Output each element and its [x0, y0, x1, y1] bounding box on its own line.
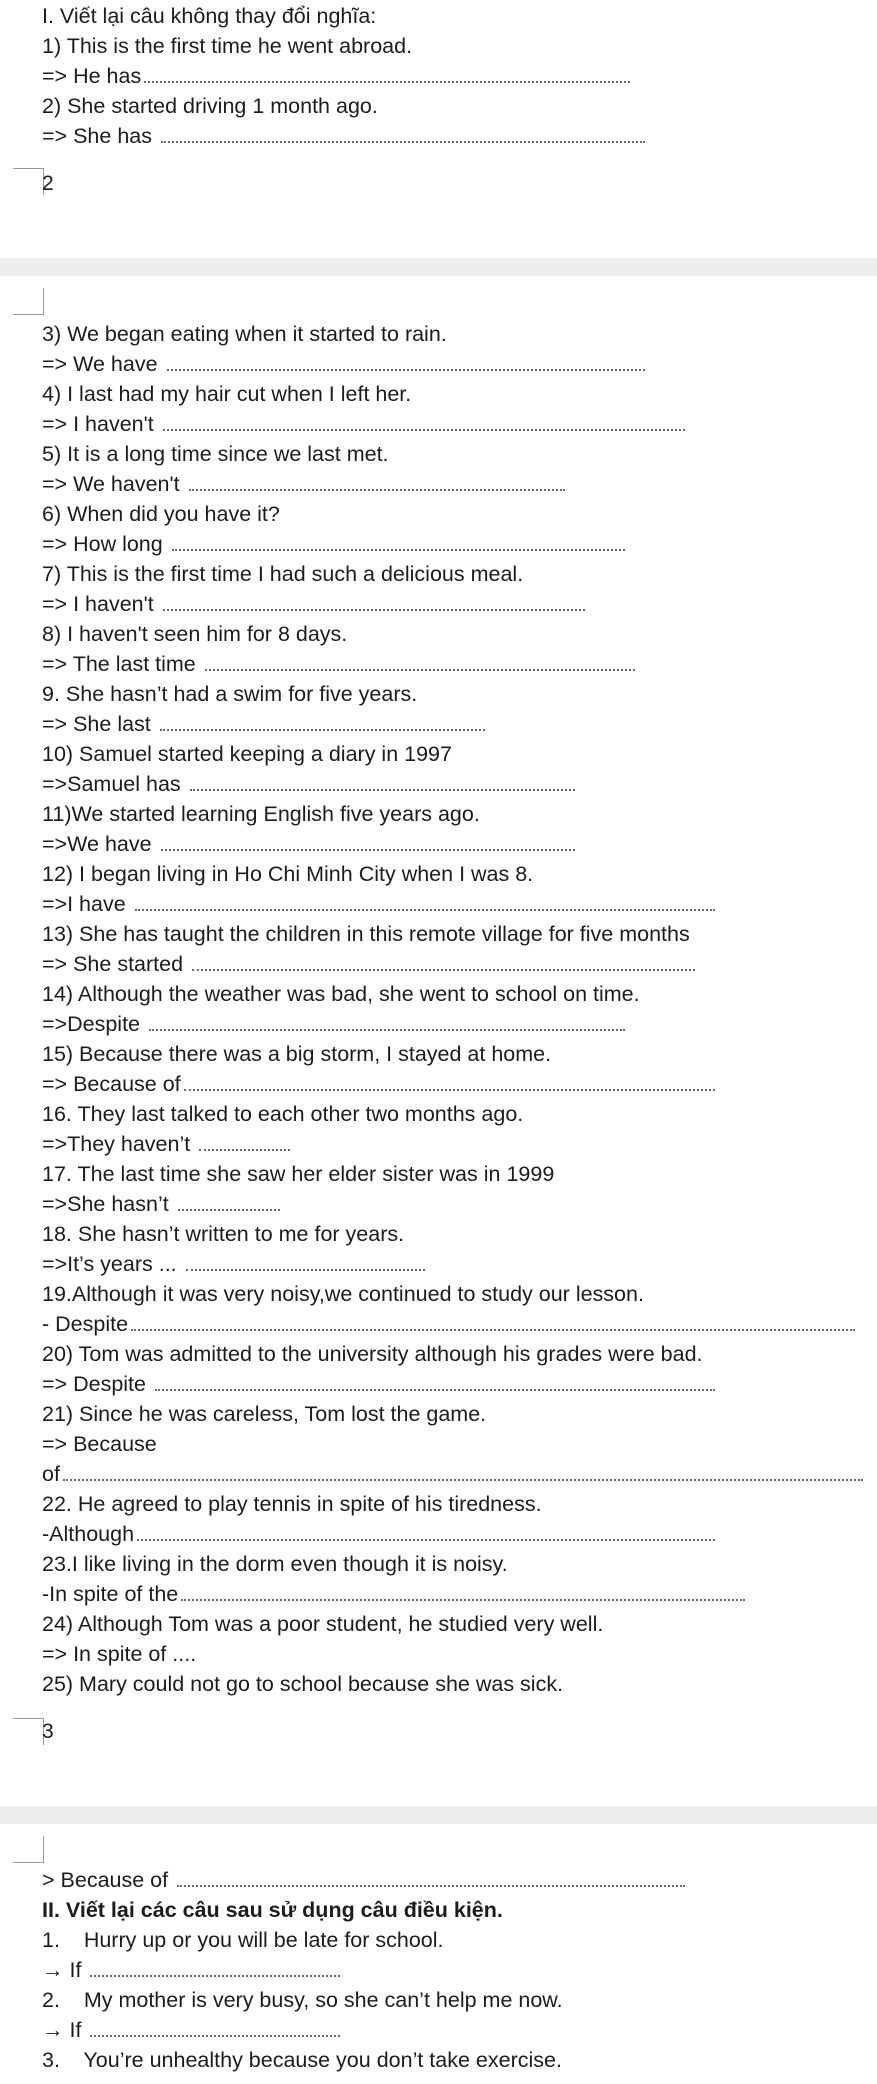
answer-blank[interactable]	[163, 421, 685, 431]
line-text: =>We have	[42, 832, 158, 856]
text-line	[42, 1370, 715, 1398]
line-text: 5) It is a long time since we last met.	[42, 442, 389, 466]
text-line	[42, 500, 280, 528]
answer-blank[interactable]	[155, 1381, 715, 1391]
answer-blank[interactable]	[63, 1471, 863, 1481]
line-text: => She started	[42, 952, 190, 976]
text-line	[42, 770, 575, 798]
page-corner-mark	[13, 1836, 44, 1863]
text-line	[42, 92, 378, 120]
line-text: => Despite	[42, 1372, 152, 1396]
text-line	[42, 890, 715, 918]
answer-blank[interactable]	[161, 841, 575, 851]
line-text: 14) Although the weather was bad, she went to school on time.	[42, 982, 640, 1006]
line-text: => He has	[42, 64, 142, 88]
text-line	[42, 1490, 542, 1518]
answer-blank[interactable]	[163, 601, 585, 611]
text-line	[42, 1190, 280, 1218]
text-line	[42, 1400, 486, 1428]
line-text: 11)We started learning English five years ago.	[42, 802, 480, 826]
answer-blank[interactable]	[190, 781, 575, 791]
text-line	[42, 680, 417, 708]
text-line	[42, 1986, 563, 2014]
text-line	[42, 1640, 196, 1668]
answer-blank[interactable]	[184, 1081, 715, 1091]
line-text: 4) I last had my hair cut when I left her.	[42, 382, 412, 406]
line-text: => We have	[42, 352, 164, 376]
answer-blank[interactable]	[178, 1201, 280, 1211]
answer-blank[interactable]	[144, 73, 630, 83]
answer-blank[interactable]	[137, 1531, 715, 1541]
answer-blank[interactable]	[149, 1021, 625, 1031]
answer-blank[interactable]	[205, 661, 635, 671]
line-text: -In spite of the	[42, 1582, 179, 1606]
text-line	[42, 800, 480, 828]
line-text: => Because of	[42, 1072, 181, 1096]
text-line	[42, 1070, 715, 1098]
text-line	[42, 470, 565, 498]
line-text: 25) Mary could not go to school because she was sick.	[42, 1672, 564, 1696]
line-text: =>It’s years ...	[42, 1252, 183, 1276]
answer-blank[interactable]	[161, 133, 645, 143]
text-line	[42, 410, 685, 438]
line-text: 2. My mother is very busy, so she can’t help me now.	[42, 1988, 563, 2012]
text-line	[42, 1550, 508, 1578]
page-number: 3	[42, 1720, 54, 1743]
line-text: 12) I began living in Ho Chi Minh City when I was 8.	[42, 862, 534, 886]
line-text: 7) This is the first time I had such a delicious meal.	[42, 562, 524, 586]
line-text: 2) She started driving 1 month ago.	[42, 94, 378, 118]
answer-blank[interactable]	[131, 1321, 855, 1331]
line-text: 1. Hurry up or you will be late for school.	[42, 1928, 444, 1952]
answer-blank[interactable]	[192, 961, 695, 971]
text-line	[42, 1896, 503, 1924]
page-corner-mark	[13, 1718, 44, 1745]
answer-blank[interactable]	[181, 1591, 745, 1601]
line-text: 3. You’re unhealthy because you don’t take exercise.	[42, 2048, 562, 2072]
text-line	[42, 1580, 745, 1608]
text-line	[42, 830, 575, 858]
line-text: of	[42, 1462, 60, 1486]
text-line	[42, 1430, 157, 1458]
text-line	[42, 2, 376, 30]
answer-blank[interactable]	[135, 901, 715, 911]
line-text: 18. She hasn’t written to me for years.	[42, 1222, 405, 1246]
line-text: => She has	[42, 124, 158, 148]
text-line	[42, 1220, 404, 1248]
text-line	[42, 2016, 340, 2044]
text-line	[42, 1866, 685, 1894]
line-text: 8) I haven't seen him for 8 days.	[42, 622, 348, 646]
text-line	[42, 440, 389, 468]
text-line	[42, 920, 690, 948]
line-text: 20) Tom was admitted to the university although his grades were bad.	[42, 1342, 703, 1366]
page-gap	[0, 258, 877, 276]
line-text: 10) Samuel started keeping a diary in 1997	[42, 742, 452, 766]
line-text: 15) Because there was a big storm, I stayed at home.	[42, 1042, 552, 1066]
answer-blank[interactable]	[172, 541, 625, 551]
line-text: → If	[42, 2018, 88, 2042]
text-line	[42, 122, 645, 150]
text-line	[42, 590, 585, 618]
text-line	[42, 1130, 290, 1158]
line-text: → If	[42, 1958, 88, 1982]
line-text: =>They haven’t	[42, 1132, 197, 1156]
text-line	[42, 1280, 644, 1308]
line-text: 19.Although it was very noisy,we continued to study our lesson.	[42, 1282, 644, 1306]
line-text: II. Viết lại các câu sau sử dụng câu điều kiện.	[42, 1898, 503, 1922]
answer-blank[interactable]	[189, 481, 565, 491]
answer-blank[interactable]	[160, 721, 485, 731]
text-line	[42, 350, 645, 378]
line-text: 23.I like living in the dorm even though it is noisy.	[42, 1552, 508, 1576]
text-line	[42, 1956, 340, 1984]
text-line	[42, 62, 630, 90]
line-text: => In spite of ....	[42, 1642, 197, 1666]
page-number: 2	[42, 172, 54, 195]
text-line	[42, 710, 485, 738]
text-line	[42, 950, 695, 978]
answer-blank[interactable]	[186, 1261, 425, 1271]
line-text: 3) We began eating when it started to rain.	[42, 322, 447, 346]
text-line	[42, 1040, 551, 1068]
line-text: I. Viết lại câu không thay đổi nghĩa:	[42, 4, 377, 28]
text-line	[42, 1250, 425, 1278]
text-line	[42, 1670, 563, 1698]
line-text: => Because	[42, 1432, 157, 1456]
line-text: => I haven't	[42, 412, 160, 436]
answer-blank[interactable]	[177, 1877, 685, 1887]
line-text: 6) When did you have it?	[42, 502, 280, 526]
line-text: 24) Although Tom was a poor student, he studied very well.	[42, 1612, 604, 1636]
line-text: 21) Since he was careless, Tom lost the game.	[42, 1402, 487, 1426]
text-line	[42, 980, 640, 1008]
text-line	[42, 380, 411, 408]
page-corner-mark	[13, 288, 44, 315]
line-text: 22. He agreed to play tennis in spite of his tiredness.	[42, 1492, 542, 1516]
text-line	[42, 650, 635, 678]
text-line	[42, 740, 452, 768]
text-line	[42, 1100, 523, 1128]
answer-blank[interactable]	[90, 1967, 340, 1977]
text-line	[42, 32, 412, 60]
text-line	[42, 860, 533, 888]
text-line	[42, 560, 523, 588]
line-text: 16. They last talked to each other two months ago.	[42, 1102, 524, 1126]
page-3	[0, 1824, 877, 2084]
text-line	[42, 1610, 603, 1638]
line-text: =>I have	[42, 892, 132, 916]
line-text: => We haven't	[42, 472, 186, 496]
line-text: 17. The last time she saw her elder sister was in 1999	[42, 1162, 555, 1186]
line-text: =>Despite	[42, 1012, 146, 1036]
text-line	[42, 620, 347, 648]
line-text: =>Samuel has	[42, 772, 187, 796]
page-corner-mark	[13, 168, 44, 195]
line-text: 1) This is the first time he went abroad.	[42, 34, 413, 58]
line-text: => She last	[42, 712, 157, 736]
text-line	[42, 320, 447, 348]
line-text: 13) She has taught the children in this remote village for five months	[42, 922, 690, 946]
line-text: =>She hasn’t	[42, 1192, 175, 1216]
text-line	[42, 1340, 703, 1368]
text-line	[42, 530, 625, 558]
line-text: -Although	[42, 1522, 135, 1546]
answer-blank[interactable]	[167, 361, 645, 371]
text-line	[42, 1926, 444, 1954]
line-text: 9. She hasn’t had a swim for five years.	[42, 682, 418, 706]
answer-blank[interactable]	[90, 2027, 340, 2037]
answer-blank[interactable]	[199, 1141, 290, 1151]
line-text: - Despite	[42, 1312, 129, 1336]
text-line	[42, 1460, 863, 1488]
line-text: => How long	[42, 532, 169, 556]
text-line	[42, 1010, 625, 1038]
text-line	[42, 2046, 562, 2074]
text-line	[42, 1160, 554, 1188]
line-text: > Because of	[42, 1868, 175, 1892]
text-line	[42, 1310, 855, 1338]
line-text: => The last time	[42, 652, 202, 676]
page-gap	[0, 1806, 877, 1824]
line-text: => I haven't	[42, 592, 160, 616]
text-line	[42, 1520, 715, 1548]
